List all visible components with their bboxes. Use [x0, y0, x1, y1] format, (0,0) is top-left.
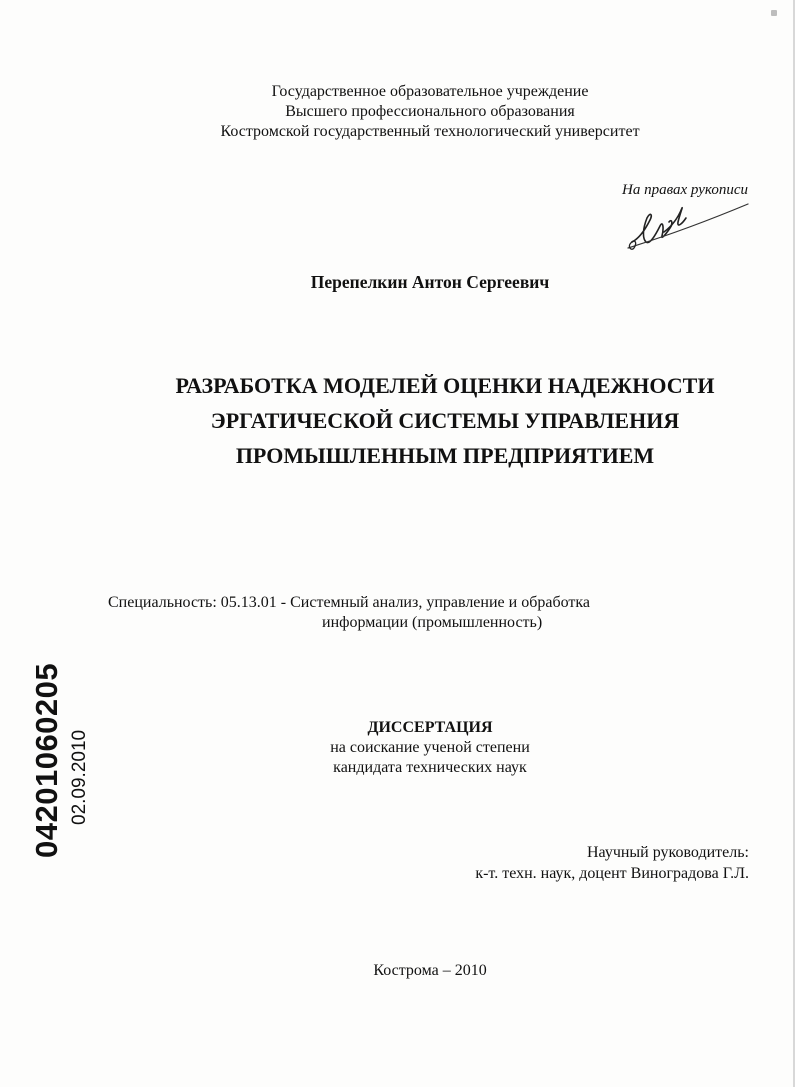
manuscript-note: На правах рукописи — [622, 182, 748, 198]
specialty-block — [108, 593, 728, 633]
supervisor-name: к-т. техн. наук, доцент Виноградова Г.Л. — [475, 865, 749, 882]
signature-icon — [620, 198, 750, 254]
degree-block — [230, 718, 630, 778]
stamp-date: 02.09.2010 — [69, 729, 90, 825]
title-line-2: ЭРГАТИЧЕСКОЙ СИСТЕМЫ УПРАВЛЕНИЯ — [210, 408, 680, 433]
dissertation-heading: ДИССЕРТАЦИЯ — [367, 719, 493, 736]
supervisor-label: Научный руководитель: — [586, 844, 749, 861]
degree-line-2: кандидата технических наук — [333, 759, 527, 776]
institution-line-1: Государственное образовательное учреждение — [271, 83, 589, 100]
institution-block — [100, 82, 760, 142]
institution-line-3: Костромской государственный технологический университет — [220, 123, 640, 140]
specialty-line-2: информации (промышленность) — [322, 614, 543, 631]
degree-line-1: на соискание ученой степени — [330, 739, 530, 756]
title-line-3: ПРОМЫШЛЕННЫМ ПРЕДПРИЯТИЕМ — [235, 443, 655, 468]
scan-mark — [771, 10, 777, 16]
author-name: Перепелкин Антон Сергеевич — [310, 272, 550, 292]
institution-line-2: Высшего профессионального образования — [285, 103, 575, 120]
city-year: Кострома – 2010 — [373, 962, 487, 979]
title-line-1: РАЗРАБОТКА МОДЕЛЕЙ ОЦЕНКИ НАДЕЖНОСТИ — [175, 373, 715, 398]
supervisor-block — [475, 842, 749, 884]
specialty-line-1: Специальность: 05.13.01 - Системный анализ, управление и обработка — [108, 594, 590, 611]
stamp-number: 04201060205 — [29, 662, 64, 858]
dissertation-title — [140, 368, 750, 473]
